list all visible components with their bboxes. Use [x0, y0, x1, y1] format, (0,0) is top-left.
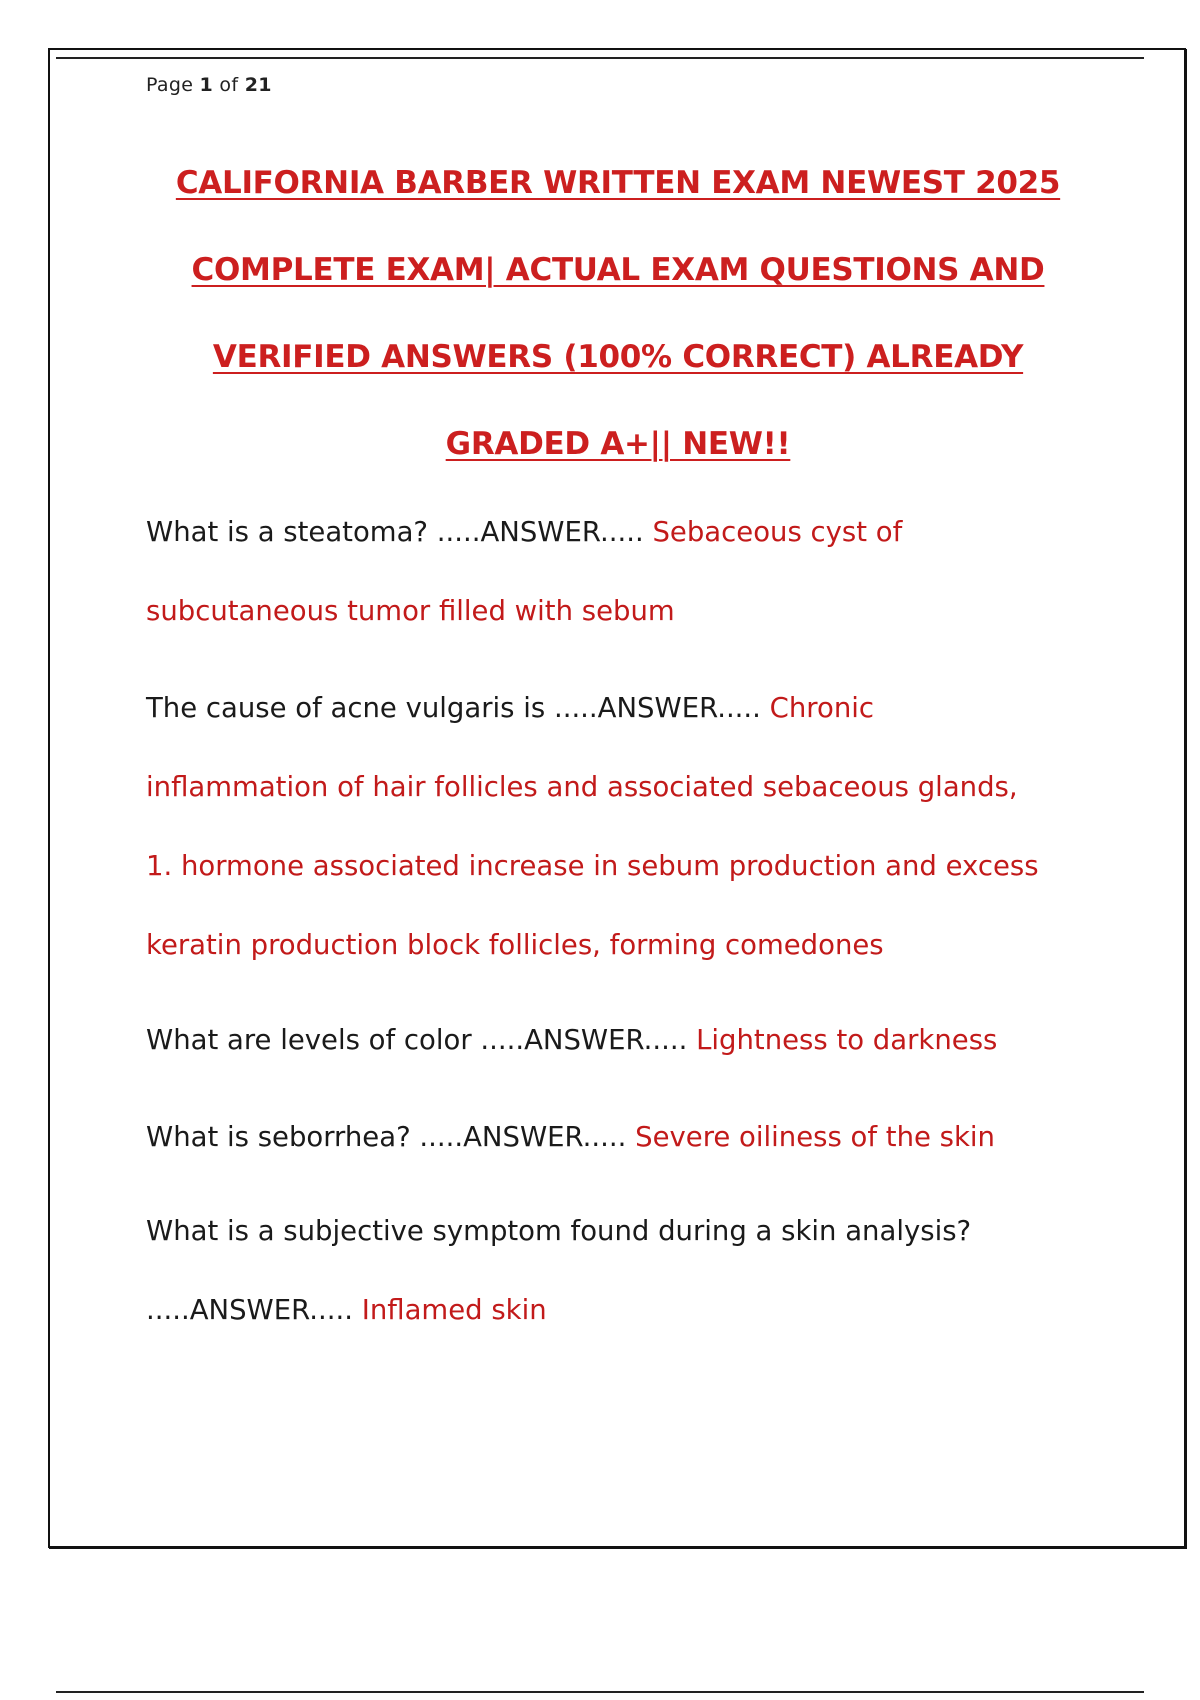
title-line: COMPLETE EXAM| ACTUAL EXAM QUESTIONS AND: [191, 252, 1045, 288]
qa-item: [146, 1098, 1086, 1177]
question-text: What is seborrhea? .....ANSWER.....: [146, 1121, 627, 1153]
qa-item: [146, 1192, 1086, 1350]
answer-text: Lightness to darkness: [696, 1024, 998, 1056]
answer-text: keratin production block follicles, forming comedones: [146, 929, 884, 961]
qa-line: [146, 1098, 1086, 1177]
answer-text: inflammation of hair follicles and associated sebaceous glands,: [146, 771, 1018, 803]
answer-text: subcutaneous tumor filled with sebum: [146, 595, 675, 627]
qa-item: [146, 669, 1086, 985]
page-current: 1: [199, 74, 214, 96]
top-rule: [56, 57, 1144, 59]
title-line: VERIFIED ANSWERS (100% CORRECT) ALREADY: [212, 339, 1024, 375]
qa-item: [146, 493, 1086, 651]
answer-text: Chronic: [769, 692, 875, 724]
answer-text: Sebaceous cyst of: [652, 516, 903, 548]
answer-text: Inflamed skin: [361, 1294, 547, 1326]
qa-line: [146, 1001, 1086, 1080]
question-text: What is a subjective symptom found during a skin analysis?: [146, 1215, 972, 1247]
answer-text: 1. hormone associated increase in sebum production and excess: [146, 850, 1039, 882]
answer-text: Severe oiliness of the skin: [635, 1121, 995, 1153]
page-total: 21: [244, 74, 272, 96]
title-line: CALIFORNIA BARBER WRITTEN EXAM NEWEST 2025: [175, 165, 1061, 201]
page-label: Page: [146, 74, 194, 96]
qa-line: [146, 493, 1086, 572]
document-title: [150, 140, 1086, 488]
qa-item: [146, 1001, 1086, 1080]
question-text: What is a steatoma? .....ANSWER.....: [146, 516, 644, 548]
qa-line: [146, 669, 1086, 748]
page-number: [146, 74, 272, 96]
bottom-rule: [56, 1691, 1144, 1693]
page-of: of: [219, 74, 239, 96]
question-text: What are levels of color .....ANSWER.....: [146, 1024, 688, 1056]
question-text: .....ANSWER.....: [146, 1294, 353, 1326]
question-text: The cause of acne vulgaris is .....ANSWER.....: [146, 692, 761, 724]
qa-line: [146, 1271, 1086, 1350]
title-line: GRADED A+|| NEW!!: [445, 426, 791, 462]
